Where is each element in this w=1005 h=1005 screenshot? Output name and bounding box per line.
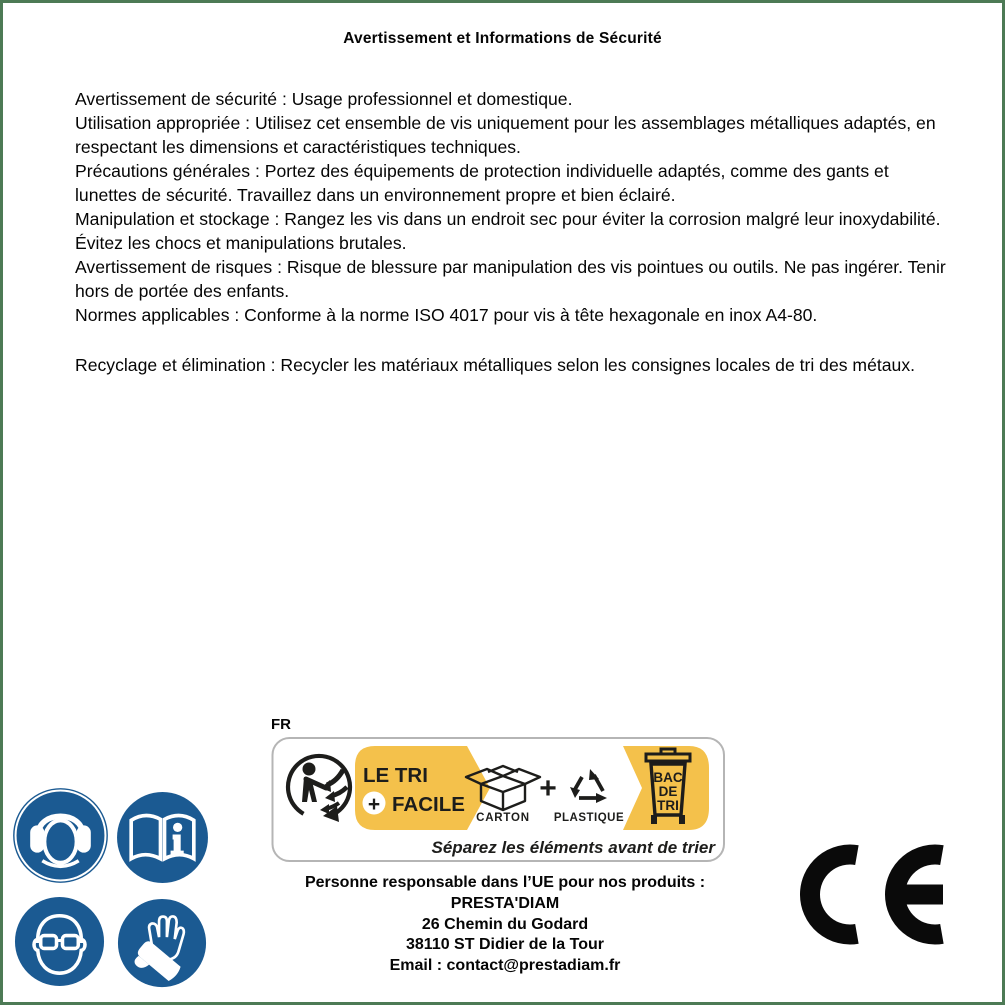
country-code-label: FR (271, 716, 291, 733)
safety-text-block (75, 87, 947, 377)
brand-line2: FACILE (392, 793, 465, 816)
wear-protective-gloves-icon (115, 896, 209, 990)
company-name: PRESTA'DIAM (450, 894, 560, 912)
page-title: Avertissement et Informations de Sécurité (343, 30, 662, 47)
contact-email: Email : contact@prestadiam.fr (389, 957, 621, 975)
le-tri-facile-label (271, 736, 726, 863)
safety-paragraph: Manipulation et stockage : Rangez les vis dans un endroit sec pour éviter la corrosion malgré leur inoxydabilité. Évitez les chocs et manipulations brutales. (75, 209, 941, 253)
bin-label-line2: DE (658, 784, 678, 799)
wear-ear-protection-icon (12, 787, 109, 884)
safety-paragraph: Utilisation appropriée : Utilisez cet ensemble de vis uniquement pour les assemblages métalliques adaptés, en respectant les dimensions et caractéristiques techniques. (75, 113, 936, 157)
brand-plus: + (367, 793, 381, 816)
address-city: 38110 ST Didier de la Tour (406, 936, 604, 954)
responsible-heading: Personne responsable dans l’UE pour nos produits : (304, 874, 706, 891)
safety-paragraph: Précautions générales : Portez des équipements de protection individuelle adaptés, comme des gants et lunettes de sécurité. Travaillez dans un environnement propre et bien éclairé. (75, 161, 889, 205)
recycling-paragraph: Recyclage et élimination : Recycler les matériaux métalliques selon les consignes locales de tri des métaux. (75, 355, 916, 375)
safety-paragraph: Avertissement de sécurité : Usage professionnel et domestique. (75, 89, 573, 109)
sorting-instruction: Séparez les éléments avant de trier (431, 838, 715, 857)
plus-separator: + (539, 772, 557, 805)
bin-label-line3: TRI (657, 798, 679, 813)
ce-marking-logo (800, 844, 947, 945)
bin-label-line1: BAC (653, 770, 683, 785)
read-instruction-manual-icon (114, 789, 211, 886)
material-2-label: PLASTIQUE (553, 812, 625, 824)
address-street: 26 Chemin du Godard (421, 915, 589, 933)
wear-eye-protection-icon (12, 894, 107, 989)
safety-paragraph: Normes applicables : Conforme à la norme ISO 4017 pour vis à tête hexagonale en inox A4-80. (75, 305, 818, 325)
yellow-brand-banner (355, 746, 490, 830)
brand-line1: LE TRI (363, 764, 428, 787)
responsible-person-block (255, 873, 755, 977)
material-1-label: CARTON (476, 812, 530, 824)
safety-paragraph: Avertissement de risques : Risque de blessure par manipulation des vis pointues ou outils. Ne pas ingérer. Tenir hors de portée des enfants. (75, 257, 946, 301)
